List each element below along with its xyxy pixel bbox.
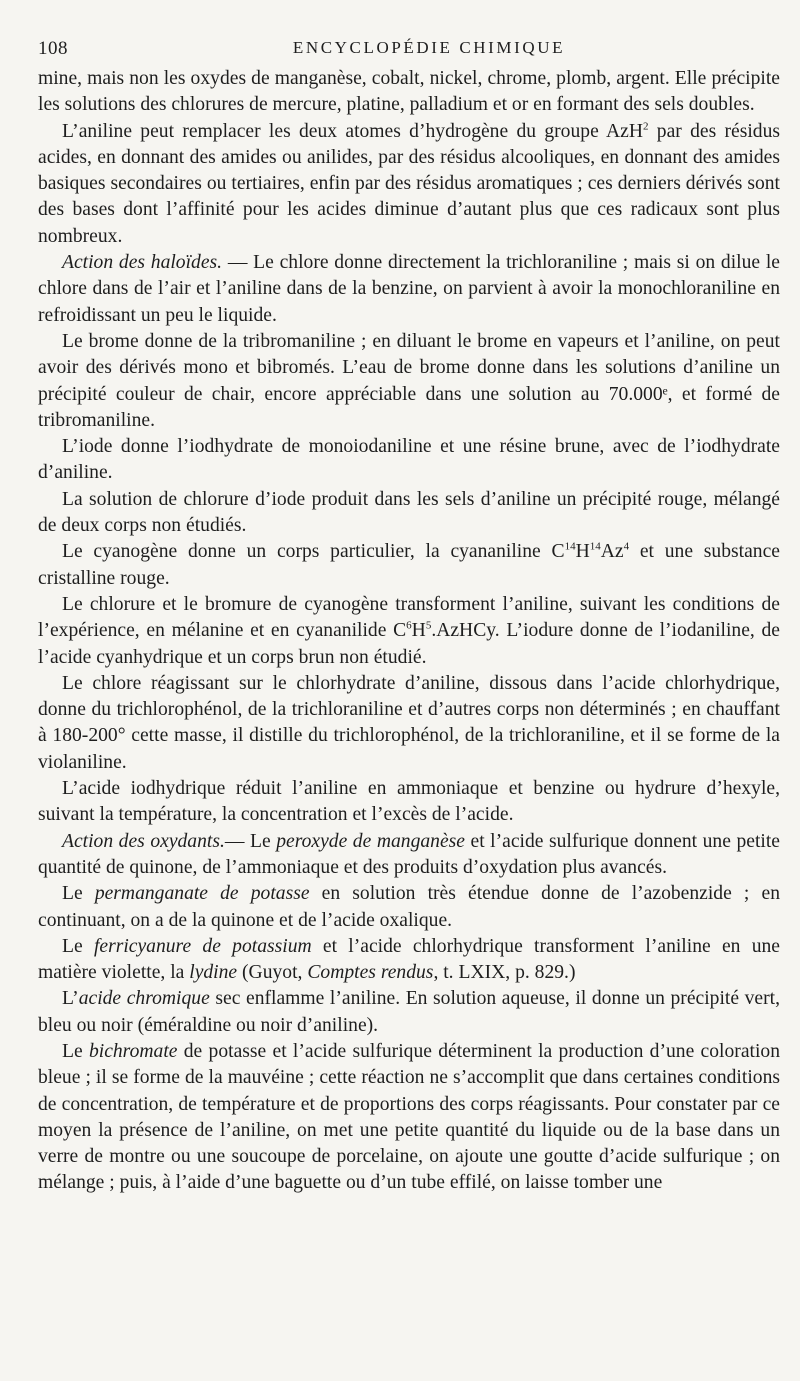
italic-term: acide chromique (78, 988, 210, 1010)
text-run: et l’acide sulfurique donnent une petite quantité de quinone, de l’ammoniaque et des produits d’oxydation plus avancés. (38, 830, 780, 878)
text-run: .AzHCy. L’iodure donne de l’iodaniline, de l’acide cyanhydrique et un corps brun non étudié. (38, 620, 780, 668)
italic-term: lydine (189, 962, 238, 984)
paragraph: L’acide iodhydrique réduit l’aniline en ammoniaque et benzine ou hydrure d’hexyle, suivant la température, la concentration et l’excès de l’acide. (38, 778, 780, 826)
text-run: en solution très étendue donne de l’azobenzide ; en continuant, on a de la quinone et de l’acide oxalique. (38, 883, 780, 931)
superscript: 6 (406, 619, 412, 632)
paragraph (38, 934, 780, 987)
superscript: 14 (564, 540, 576, 553)
section-heading-inline: Action des oxydants. (62, 830, 225, 852)
page-number: 108 (38, 38, 68, 59)
text-run: L’ (62, 988, 79, 1010)
text-run: de potasse et l’acide sulfurique déterminent la production d’une coloration bleue ; il se forme de la mauvéine ; cette réaction ne s’accomplit que dans certaines conditions de concentration, de température et de proportions des corps réagissants. Pour constater par ce moyen la présence de l’aniline, on met une petite quantité du liquide ou de la base dans un verre de montre ou une soucoupe de porcelaine, on ajoute une goutte d’acide sulfurique ; on mélange ; puis, à l’aide d’une baguette ou d’un tube effilé, on laisse tomber une (38, 1040, 780, 1194)
text-run: Az (600, 541, 624, 563)
paragraph (38, 592, 780, 671)
paragraph (38, 986, 780, 1039)
page-header (38, 34, 780, 60)
text-run: L’aniline peut remplacer les deux atomes d’hydrogène du groupe AzH (62, 120, 643, 142)
text-run: H (411, 620, 426, 642)
superscript: 5 (425, 619, 432, 632)
paragraph: Le brome donne de la tribromaniline ; en diluant le brome en vapeurs et l’aniline, on peut avoir des dérivés mono et bibromés. L’eau de brome donne dans les solutions d’aniline un précipité couleur de chair, encore appréciable dans une solution au 70.000ᵉ, et formé de tribromaniline. (38, 330, 780, 431)
paragraph (38, 250, 780, 329)
paragraph: mine, mais non les oxydes de manganèse, cobalt, nickel, chrome, plomb, argent. Elle précipite les solutions des chlorures de mercure, platine, palladium et or en formant des sels doubles. (38, 68, 780, 116)
paragraph (38, 829, 780, 882)
text-run: — Le (224, 830, 277, 852)
section-heading-inline: Action des haloïdes. (62, 252, 223, 274)
text-run: et une substance cristalline rouge. (38, 541, 780, 589)
paragraph: La solution de chlorure d’iode produit dans les sels d’aniline un précipité rouge, mélangé de deux corps non étudiés. (38, 488, 780, 537)
text-run: Le (62, 935, 94, 957)
paragraph (38, 881, 780, 934)
running-title: ENCYCLOPÉDIE CHIMIQUE (292, 38, 566, 57)
paragraph (38, 119, 780, 250)
text-run: (Guyot, (237, 962, 308, 984)
italic-term: ferricyanure de potassium (93, 935, 312, 957)
superscript: 2 (642, 120, 649, 133)
paragraph: L’iode donne l’iodhydrate de monoiodaniline et une résine brune, avec de l’iodhydrate d’aniline. (38, 436, 780, 484)
text-run: et l’acide chlorhydrique transforment l’aniline en une matière violette, la (38, 935, 780, 984)
italic-term: bichromate (88, 1040, 178, 1062)
text-run: sec enflamme l’aniline. En solution aqueuse, il donne un précipité vert, bleu ou noir (éméraldine ou noir d’aniline). (38, 988, 780, 1036)
paragraph (38, 539, 780, 592)
text-run: par des résidus acides, en donnant des amides ou anilides, par des résidus alcooliques, en donnant des amides basiques secondaires ou tertiaires, enfin par des résidus aromatiques ; ces derniers dérivés sont des bases dont l’affinité pour les acides diminue d’autant plus que ces radicaux sont plus nombreux. (38, 120, 781, 247)
superscript: 4 (623, 540, 630, 553)
italic-term: permanganate de potasse (94, 883, 310, 905)
italic-citation: Comptes rendus (307, 962, 434, 984)
italic-term: peroxyde de manganèse (276, 830, 465, 852)
superscript: 14 (589, 540, 601, 553)
paragraph: Le chlore réagissant sur le chlorhydrate d’aniline, dissous dans l’acide chlorhydrique, donne du trichlorophénol, de la trichloraniline et d’autres corps non déterminés ; en chauffant à 180-200° cette masse, il distille du trichlorophénol, de la trichloraniline, et il se forme de la violaniline. (38, 672, 780, 773)
text-run: Le chlorure et le bromure de cyanogène transforment l’aniline, suivant les conditions de l’expérience, en mélanine et en cyananilide C (38, 593, 780, 642)
text-run: , t. LXIX, p. 829.) (433, 962, 576, 984)
paragraph (38, 1039, 780, 1197)
text-run: Le (62, 883, 95, 905)
text-run: — Le chlore donne directement la trichloraniline ; mais si on dilue le chlore dans de l’air et l’aniline dans de la benzine, on parvient à avoir la monochloraniline en refroidissant un peu le liquide. (38, 252, 780, 326)
text-run: H (575, 541, 590, 563)
body-text (38, 66, 780, 1197)
text-run: Le (62, 1040, 89, 1062)
text-run: Le cyanogène donne un corps particulier, la cyananiline C (62, 541, 565, 563)
